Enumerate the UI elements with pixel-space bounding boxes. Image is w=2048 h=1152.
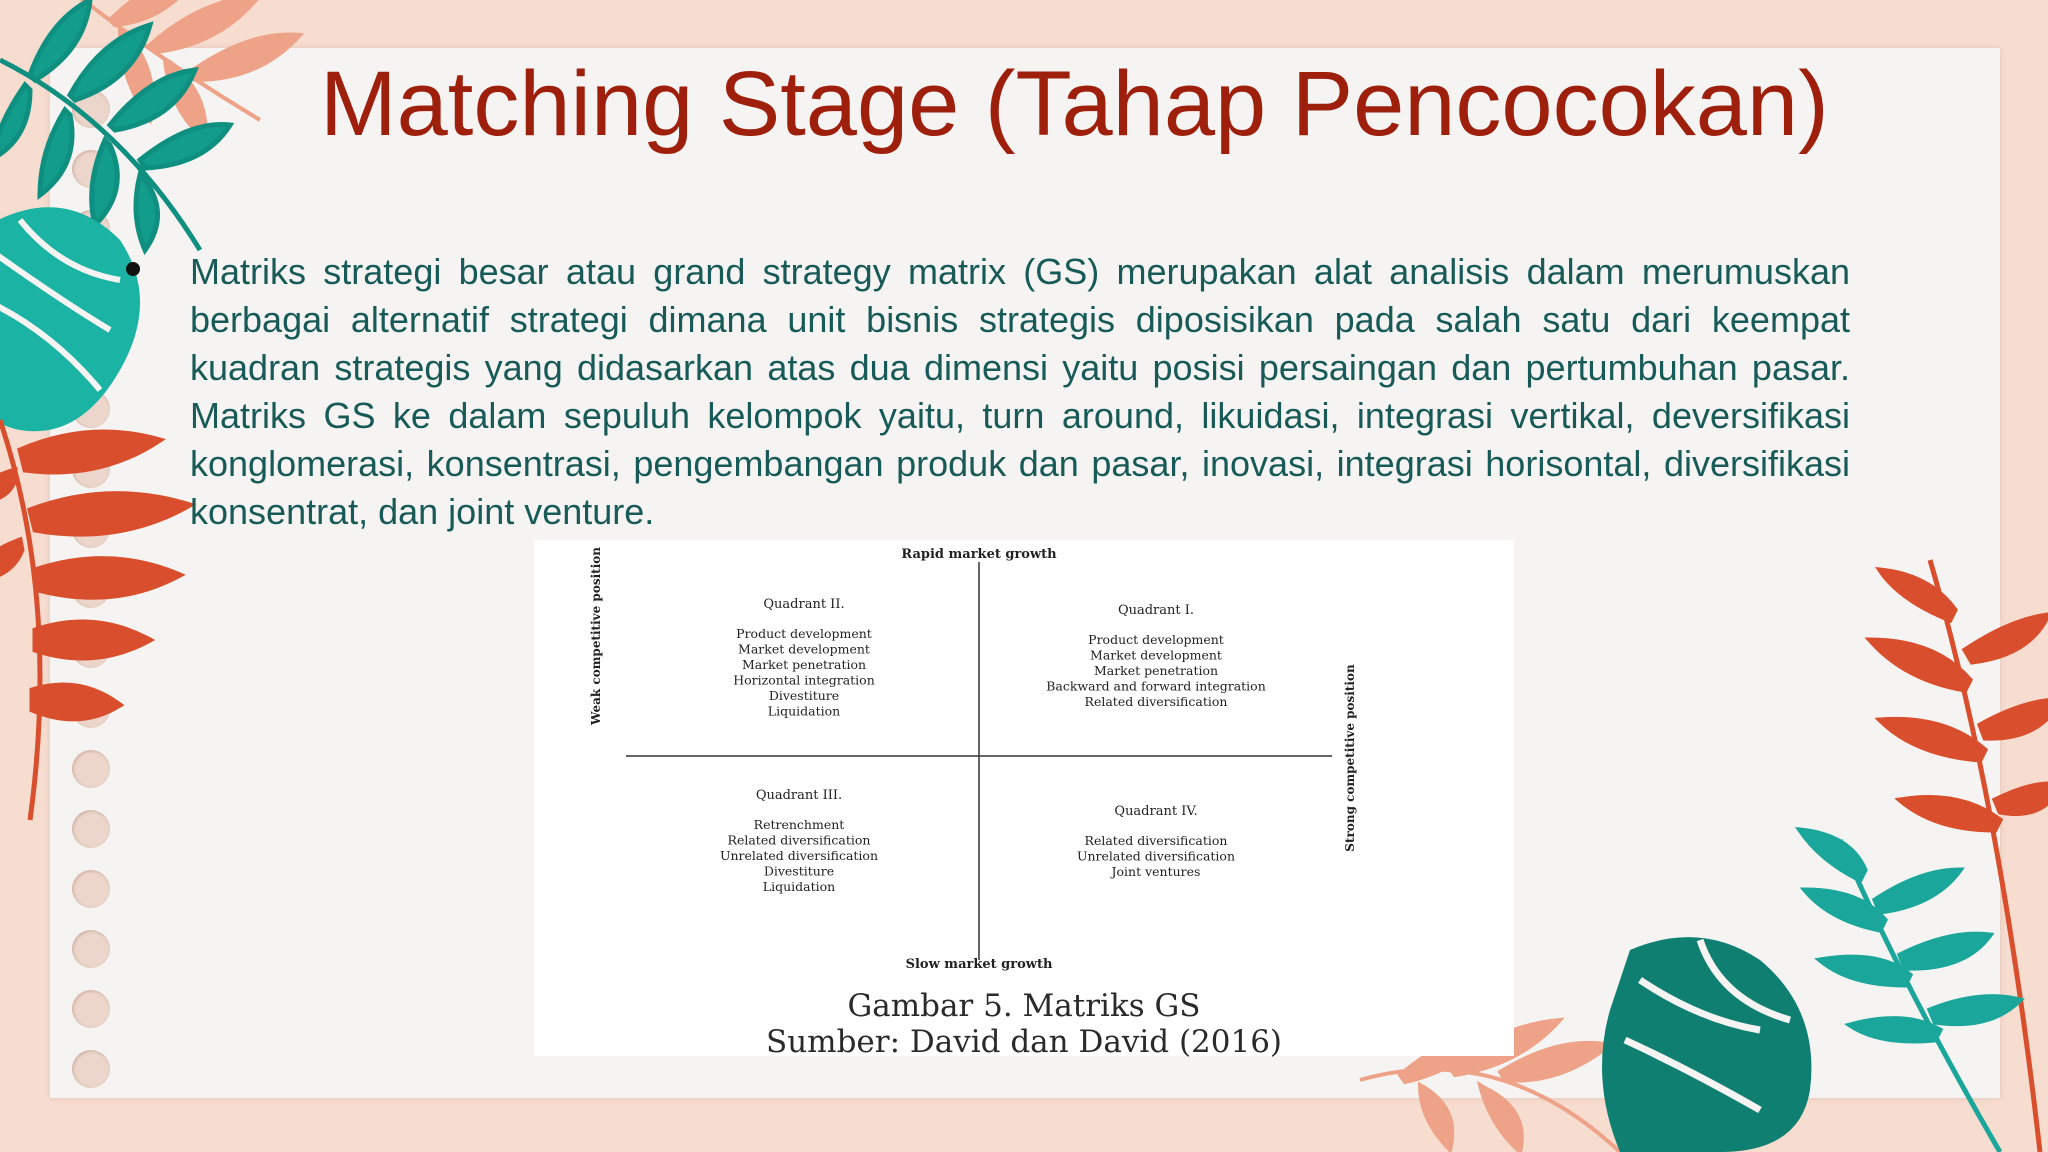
punch-hole [72, 990, 110, 1028]
punch-hole [72, 810, 110, 848]
punch-hole [72, 630, 110, 668]
quadrant-title: Quadrant II. [763, 597, 845, 612]
right-axis-label: Strong competitive position [1343, 664, 1357, 852]
quadrant-title: Quadrant I. [1117, 603, 1195, 618]
punch-hole [72, 150, 110, 188]
quadrant-strategy-item: Horizontal integration [733, 672, 875, 688]
figure-caption: Gambar 5. Matriks GS [847, 988, 1201, 1024]
left-axis-label: Weak competitive position [589, 547, 603, 725]
slide-title: Matching Stage (Tahap Pencocokan) [320, 53, 1829, 155]
punch-hole [72, 390, 110, 428]
figure-source: Sumber: David dan David (2016) [765, 1024, 1283, 1060]
punch-hole [72, 270, 110, 308]
punch-hole [72, 450, 110, 488]
quadrant-groups [720, 597, 1266, 894]
grand-strategy-matrix-figure [534, 540, 1514, 1060]
quadrant-strategy-item: Liquidation [762, 879, 836, 894]
punch-hole [72, 510, 110, 548]
quadrant-strategy-item: Product development [736, 626, 872, 641]
quadrant-strategy-item: Divestiture [763, 863, 835, 879]
punch-hole [72, 210, 110, 248]
punch-hole [72, 90, 110, 128]
quadrant-strategy-item: Market development [1090, 647, 1222, 663]
quadrant-strategy-item: Backward and forward integration [1046, 678, 1266, 694]
quadrant-title: Quadrant III. [755, 788, 843, 803]
punch-hole [72, 1050, 110, 1088]
punch-hole [72, 330, 110, 368]
quadrant-strategy-item: Market penetration [1093, 663, 1219, 678]
top-axis-label: Rapid market growth [901, 547, 1057, 562]
punch-hole [72, 870, 110, 908]
quadrant-strategy-item: Market development [738, 641, 870, 657]
gs-matrix-diagram [534, 540, 1514, 988]
punch-hole [72, 570, 110, 608]
quadrant-strategy-item: Unrelated diversification [719, 848, 879, 863]
quadrant-strategy-item: Joint ventures [1111, 864, 1201, 879]
punch-hole [72, 930, 110, 968]
bullet-icon [126, 262, 140, 276]
quadrant-strategy-item: Unrelated diversification [1076, 848, 1236, 864]
quadrant-strategy-item: Related diversification [727, 832, 871, 848]
quadrant-strategy-item: Retrenchment [753, 817, 845, 832]
quadrant-strategy-item: Market penetration [741, 657, 867, 672]
punch-hole [72, 690, 110, 728]
quadrant-strategy-item: Related diversification [1084, 833, 1228, 848]
quadrant-strategy-item: Related diversification [1084, 694, 1228, 709]
quadrant-title: Quadrant IV. [1114, 804, 1198, 819]
quadrant-strategy-item: Liquidation [767, 703, 841, 719]
bullet-paragraph: Matriks strategi besar atau grand strategy matrix (GS) merupakan alat analisis dalam merumuskan berbagai alternatif strategi dimana unit bisnis strategis diposisikan pada salah satu dari keempat kuadran strategis yang didasarkan atas dua dimensi yaitu posisi persaingan dan pertumbuhan pasar. Matriks GS ke dalam sepuluh kelompok yaitu, turn around, likuidasi, integrasi vertikal, deversifikasi konglomerasi, konsentrasi, pengembangan produk dan pasar, inovasi, integrasi horisontal, diversifikasi konsentrat, dan joint venture. [190, 251, 1850, 532]
punch-hole [72, 750, 110, 788]
quadrant-strategy-item: Divestiture [768, 688, 840, 703]
bottom-axis-label: Slow market growth [905, 957, 1053, 972]
quadrant-strategy-item: Product development [1088, 632, 1224, 647]
